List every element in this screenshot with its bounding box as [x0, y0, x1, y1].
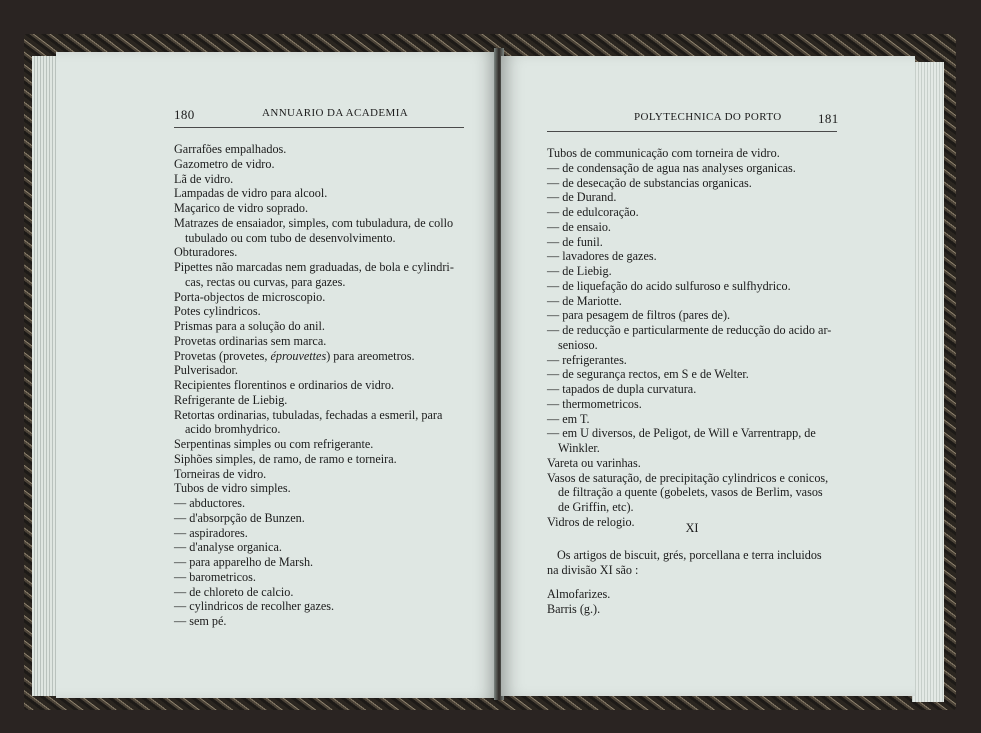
- right-text-line: — de condensação de agua nas analyses organicas.: [547, 160, 796, 175]
- left-text-line: — barometricos.: [174, 569, 256, 584]
- right-text-line: — para pesagem de filtros (pares de).: [547, 308, 731, 323]
- right-header-rule: [547, 131, 837, 132]
- page-edges-right: [912, 62, 944, 702]
- left-page-number: 180: [174, 107, 195, 122]
- left-text-line: Lã de vidro.: [174, 171, 234, 186]
- left-text-line: — aspiradores.: [174, 525, 248, 540]
- right-text-line: de filtração a quente (gobelets, vasos de Berlim, vasos: [558, 485, 823, 500]
- left-text-line: tubulado ou com tubo de desenvolvimento.: [185, 230, 396, 245]
- section-heading: [547, 521, 837, 536]
- right-text-line: — em U diversos, de Peligot, de Will e Varrentrapp, de: [547, 426, 816, 441]
- right-text-line: — de Liebig.: [547, 264, 612, 278]
- left-text-line: Potes cylindricos.: [174, 304, 261, 319]
- left-text-line: Lampadas de vidro para alcool.: [174, 186, 328, 201]
- left-text-line: Garrafões empalhados.: [174, 142, 287, 156]
- right-text-line: — refrigerantes.: [547, 352, 627, 367]
- right-running-head: POLYTECHNICA DO PORTO: [634, 111, 782, 123]
- left-text-line: Recipientes florentinos e ordinarios de vidro.: [174, 378, 394, 392]
- right-text-line: Vidros de relogio.: [547, 514, 635, 529]
- right-text-line: Tubos de communicação com torneira de vidro.: [547, 146, 780, 160]
- left-text-line: Provetas ordinarias sem marca.: [174, 333, 327, 348]
- right-text-line: — de funil.: [547, 234, 603, 249]
- left-page: [56, 52, 496, 698]
- left-text-line: Pulverisador.: [174, 363, 238, 378]
- left-text-line: Prismas para a solução do anil.: [174, 319, 325, 333]
- left-text-line: cas, rectas ou curvas, para gazes.: [185, 274, 346, 289]
- right-page-number: 181: [818, 111, 839, 126]
- left-text-line: Obturadores.: [174, 245, 238, 260]
- right-text-line: Vasos de saturação, de precipitação cylindricos e conicos,: [547, 470, 829, 485]
- right-text-line: — thermometricos.: [547, 396, 642, 411]
- left-text-line: — abductores.: [174, 496, 246, 510]
- right-text-line: Vareta ou varinhas.: [547, 455, 641, 470]
- left-text-line: Pipettes não marcadas nem graduadas, de bola e cylindri-: [174, 260, 454, 274]
- right-text-line: — de liquefação do acido sulfuroso e sulfhydrico.: [547, 278, 791, 293]
- left-text-line: — cylindricos de recolher gazes.: [174, 599, 335, 614]
- right-text-line: — de desecação de substancias organicas.: [547, 175, 752, 190]
- left-text-line: Serpentinas simples ou com refrigerante.: [174, 437, 374, 451]
- left-text-line: Provetas (provetes, éprouvettes) para areometros.: [174, 348, 415, 363]
- left-text-line: — d'absorpção de Bunzen.: [174, 510, 305, 525]
- left-text-line: Retortas ordinarias, tubuladas, fechadas a esmeril, para: [174, 407, 443, 422]
- left-running-head: ANNUARIO DA ACADEMIA: [262, 107, 409, 119]
- right-text-line: senioso.: [558, 337, 598, 352]
- right-text-line: — tapados de dupla curvatura.: [547, 382, 697, 396]
- right-text-line: — de segurança rectos, em S e de Welter.: [547, 367, 749, 382]
- left-text-line: Torneiras de vidro.: [174, 466, 267, 481]
- right-text-line: — lavadores de gazes.: [547, 249, 657, 264]
- right-text-line: Winkler.: [558, 441, 600, 455]
- right-text-line: — de Durand.: [547, 190, 617, 205]
- right-text-line: — de Mariotte.: [547, 293, 622, 308]
- left-text-line: acido bromhydrico.: [185, 422, 281, 437]
- right-text-line: — de edulcoração.: [547, 205, 639, 219]
- section-intro-line: Os artigos de biscuit, grés, porcellana e terra incluidos: [557, 548, 822, 562]
- left-text-line: — para apparelho de Marsh.: [174, 555, 314, 569]
- left-text-line: Gazometro de vidro.: [174, 156, 275, 171]
- right-text-line: — de ensaio.: [547, 219, 611, 234]
- right-text-line: — em T.: [547, 411, 590, 426]
- left-text-line: Maçarico de vidro soprado.: [174, 201, 309, 215]
- left-text-line: — sem pé.: [174, 614, 227, 628]
- left-text-line: Porta-objectos de microscopio.: [174, 289, 326, 304]
- right-text-line: de Griffin, etc).: [558, 500, 634, 514]
- right-page: [501, 56, 915, 696]
- left-text-line: — d'analyse organica.: [174, 540, 282, 555]
- left-text-line: Refrigerante de Liebig.: [174, 392, 288, 407]
- section-item-line: Almofarizes.: [547, 587, 611, 601]
- section-heading-text: XI: [685, 521, 699, 535]
- left-text-line: Siphões simples, de ramo, de ramo e torneira.: [174, 451, 397, 466]
- section-item-line: Barris (g.).: [547, 602, 601, 616]
- left-text-line: Tubos de vidro simples.: [174, 481, 291, 496]
- section-intro-line: na divisão XI são :: [547, 563, 639, 577]
- left-header-rule: [174, 127, 464, 128]
- right-text-line: — de reducção e particularmente de reducção do acido ar-: [547, 323, 832, 337]
- left-text-line: — de chloreto de calcio.: [174, 584, 294, 599]
- left-text-line: Matrazes de ensaiador, simples, com tubuladura, de collo: [174, 215, 454, 230]
